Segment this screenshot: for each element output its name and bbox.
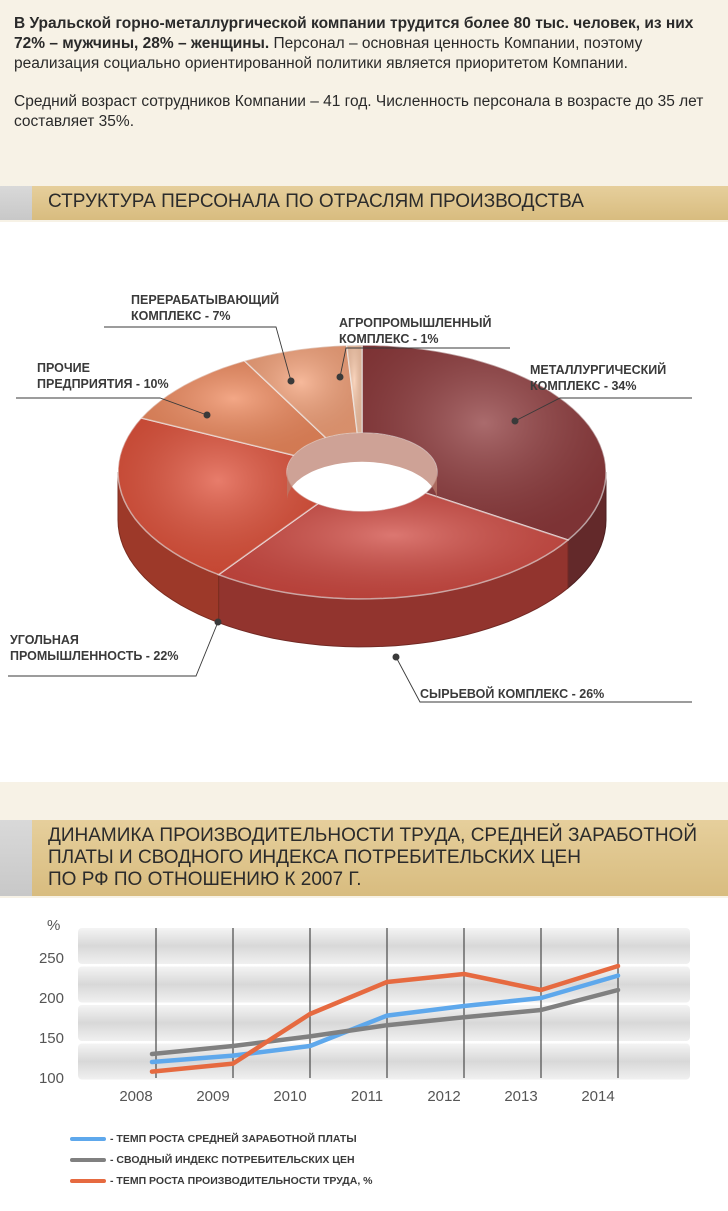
section-header-stub <box>0 186 32 220</box>
donut-label-other: ПРЕДПРИЯТИЯ - 10% <box>37 377 169 391</box>
section-title: СТРУКТУРА ПЕРСОНАЛА ПО ОТРАСЛЯМ ПРОИЗВОДСТВА <box>48 191 584 212</box>
series-point-cpi <box>308 1034 312 1038</box>
donut-label-raw-materials: СЫРЬЕВОЙ КОМПЛЕКС - 26% <box>420 687 605 701</box>
series-point-productivity <box>385 980 389 984</box>
x-tick-label: 2008 <box>119 1088 153 1105</box>
series-point-wages <box>150 1060 154 1064</box>
donut-label-other: ПРОЧИЕ <box>37 361 90 375</box>
donut-label-coal: ПРОМЫШЛЕННОСТЬ - 22% <box>10 649 179 663</box>
series-point-productivity <box>616 964 620 968</box>
series-point-cpi <box>616 988 620 992</box>
donut-label-coal: УГОЛЬНАЯ <box>10 633 79 647</box>
series-point-wages <box>385 1014 389 1018</box>
x-tick-label: 2009 <box>196 1088 230 1105</box>
donut-leader-dot <box>393 654 400 661</box>
donut-label-metallurgy: КОМПЛЕКС - 34% <box>530 379 637 393</box>
x-tick-label: 2012 <box>427 1088 461 1105</box>
legend-item-wages <box>70 1128 373 1149</box>
legend-item-cpi <box>70 1149 373 1170</box>
donut-leader-dot <box>337 374 344 381</box>
donut-leader-dot <box>215 619 222 626</box>
y-axis-label: % <box>47 917 61 934</box>
intro-regular-text: Персонал – основная ценность Компании, поэтому реализация социально ориентированной политики является приоритетом Компании. <box>14 35 643 72</box>
donut-label-agro: КОМПЛЕКС - 1% <box>339 332 439 346</box>
donut-leader-dot <box>204 412 211 419</box>
legend-label: - СВОДНЫЙ ИНДЕКС ПОТРЕБИТЕЛЬСКИХ ЦЕН <box>110 1153 355 1166</box>
intro-bold-text: В Уральской горно-металлургической компании трудится более 80 тыс. человек, из них 72% – мужчины, 28% – женщины. <box>14 15 694 52</box>
legend-swatch <box>70 1158 106 1162</box>
y-tick-label: 100 <box>38 1070 64 1087</box>
series-point-productivity <box>462 972 466 976</box>
y-tick-label: 250 <box>38 950 64 967</box>
donut-leader-dot <box>288 378 295 385</box>
grid-band <box>78 1005 690 1041</box>
series-point-cpi <box>231 1044 235 1048</box>
grid-band <box>78 928 690 964</box>
series-point-productivity <box>150 1070 154 1074</box>
section-title-multiline <box>48 825 720 891</box>
series-point-wages <box>231 1054 235 1058</box>
donut-leader-dot <box>512 418 519 425</box>
section-title-line: ПЛАТЫ И СВОДНОГО ИНДЕКСА ПОТРЕБИТЕЛЬСКИХ ЦЕН <box>48 847 581 868</box>
intro-paragraph-1 <box>14 14 716 74</box>
series-point-cpi <box>150 1052 154 1056</box>
legend-label: - ТЕМП РОСТА ПРОИЗВОДИТЕЛЬНОСТИ ТРУДА, % <box>110 1174 373 1187</box>
line-chart-grid <box>78 928 690 1080</box>
series-point-wages <box>462 1004 466 1008</box>
series-point-productivity <box>539 988 543 992</box>
series-point-wages <box>616 974 620 978</box>
donut-chart <box>0 222 728 782</box>
series-point-wages <box>539 996 543 1000</box>
x-tick-label: 2011 <box>350 1088 384 1105</box>
y-tick-label: 150 <box>38 1030 64 1047</box>
donut-label-processing: ПЕРЕРАБАТЫВАЮЩИЙ <box>131 293 280 307</box>
series-point-cpi <box>385 1023 389 1027</box>
x-tick-label: 2014 <box>581 1088 615 1105</box>
series-point-productivity <box>231 1062 235 1066</box>
line-chart <box>0 898 728 1128</box>
series-point-cpi <box>539 1008 543 1012</box>
legend-swatch <box>70 1179 106 1183</box>
donut-label-metallurgy: МЕТАЛЛУРГИЧЕСКИЙ <box>530 363 667 377</box>
donut-label-processing: КОМПЛЕКС - 7% <box>131 309 231 323</box>
section-header-dynamics <box>0 820 728 896</box>
section-header-structure <box>0 186 728 220</box>
section-title-line: ПО РФ ПО ОТНОШЕНИЮ К 2007 Г. <box>48 869 362 890</box>
line-chart-legend <box>70 1128 373 1191</box>
y-tick-label: 200 <box>38 990 64 1007</box>
intro-text <box>14 14 716 150</box>
series-point-wages <box>308 1044 312 1048</box>
series-point-productivity <box>308 1012 312 1016</box>
donut-label-agro: АГРОПРОМЫШЛЕННЫЙ <box>339 316 492 330</box>
section-header-stub <box>0 820 32 896</box>
series-point-cpi <box>462 1015 466 1019</box>
legend-swatch <box>70 1137 106 1141</box>
x-tick-label: 2013 <box>504 1088 538 1105</box>
legend-item-productivity <box>70 1170 373 1191</box>
x-tick-label: 2010 <box>273 1088 307 1105</box>
section-title-line: ДИНАМИКА ПРОИЗВОДИТЕЛЬНОСТИ ТРУДА, СРЕДНЕЙ ЗАРАБОТНОЙ <box>48 825 697 846</box>
donut-chart-area <box>0 222 728 782</box>
legend-label: - ТЕМП РОСТА СРЕДНЕЙ ЗАРАБОТНОЙ ПЛАТЫ <box>110 1132 357 1145</box>
intro-paragraph-2: Средний возраст сотрудников Компании – 41 год. Численность персонала в возрасте до 35 лет составляет 35%. <box>14 93 704 130</box>
